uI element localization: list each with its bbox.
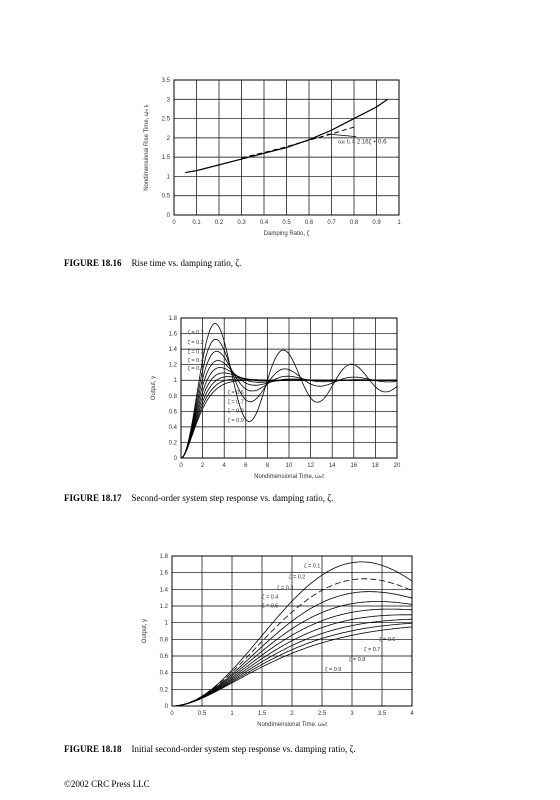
y-tick-label: 0.4 — [159, 670, 168, 677]
y-tick-label: 1.5 — [161, 155, 170, 162]
y-tick-label: 1 — [166, 174, 170, 181]
figure-caption-text: Initial second-order system step response vs. damping ratio, ζ. — [131, 744, 356, 754]
fit-line — [242, 127, 355, 158]
x-tick-label: 2.5 — [317, 711, 327, 717]
x-tick-label: 18 — [372, 463, 379, 469]
y-tick-label: 3.5 — [161, 78, 170, 84]
x-tick-label: 6 — [244, 463, 248, 469]
x-tick-label: 3.5 — [377, 711, 387, 717]
series-label: ζ = 0.7 — [227, 399, 244, 406]
series-label: ζ = 0.8 — [349, 657, 366, 663]
x-tick-label: 1 — [230, 711, 234, 717]
series-label: ζ = 0.1 — [187, 330, 204, 336]
series-label: ζ = 0.9 — [227, 418, 244, 424]
x-tick-label: 1.5 — [257, 711, 267, 717]
series-label: ζ = 0.4 — [262, 594, 279, 601]
x-tick-label: 8 — [265, 463, 270, 469]
x-tick-label: 16 — [350, 463, 358, 469]
figure-18-16 — [0, 72, 560, 250]
figure-18-17 — [0, 310, 560, 480]
y-tick-label: 3 — [166, 97, 170, 104]
x-tick-label: 2 — [290, 711, 294, 717]
x-tick-label: 0 — [172, 220, 176, 226]
y-tick-label: 0.8 — [159, 637, 168, 644]
y-tick-label: 1.6 — [168, 331, 177, 338]
figure-number: FIGURE 18.16 — [64, 258, 122, 268]
x-tick-label: 0.6 — [304, 220, 314, 226]
x-tick-label: 4 — [410, 711, 414, 717]
x-tick-label: 4 — [222, 463, 226, 469]
y-tick-label: 1.2 — [168, 362, 177, 369]
y-tick-label: 1 — [164, 620, 168, 627]
y-axis-label: Output, y — [142, 618, 148, 644]
x-tick-label: 3 — [350, 711, 354, 717]
rise-time-chart — [0, 72, 560, 250]
y-tick-label: 0 — [166, 213, 170, 219]
initial-step-response-chart — [0, 548, 560, 726]
figure-number: FIGURE 18.17 — [64, 493, 122, 503]
figure-caption-18-18 — [64, 744, 355, 754]
x-axis-label: Nondimensional Time, ωₙt — [257, 722, 327, 726]
y-tick-label: 1.4 — [168, 347, 177, 354]
figure-caption-18-16 — [64, 258, 241, 268]
figure-number: FIGURE 18.18 — [64, 744, 122, 754]
y-tick-label: 0.6 — [168, 409, 177, 416]
series-label: ζ = 0.1 — [304, 563, 321, 570]
y-tick-label: 0 — [173, 456, 177, 462]
x-axis-label: Nondimensional Time, ωₙt — [254, 474, 324, 480]
series-label: ζ = 0.2 — [187, 340, 204, 347]
x-tick-label: 10 — [285, 463, 293, 469]
x-tick-label: 0 — [170, 711, 174, 717]
x-tick-label: 0.5 — [197, 711, 207, 717]
step-response-chart — [0, 310, 560, 480]
y-tick-label: 0.6 — [159, 654, 168, 660]
series-label: ζ = 0.5 — [262, 603, 279, 610]
x-axis-label: Damping Ratio, ζ — [263, 231, 310, 237]
series-label: ζ = 0.4 — [187, 358, 204, 364]
y-tick-label: 2 — [166, 135, 170, 142]
x-tick-label: 20 — [393, 463, 401, 469]
y-tick-label: 1.8 — [168, 316, 177, 322]
fit-equation-label: ωₙ tᵣ = 2.16ζ + 0.6 — [338, 139, 387, 146]
figure-caption-text: Rise time vs. damping ratio, ζ. — [131, 258, 242, 268]
series-label: ζ = 0.7 — [364, 647, 381, 653]
series-label: ζ = 0.9 — [325, 667, 342, 673]
y-axis-label: Output, y — [151, 375, 157, 401]
figure-caption-text: Second-order system step response vs. damping ratio, ζ. — [131, 493, 334, 503]
y-tick-label: 0.8 — [168, 393, 177, 400]
x-tick-label: 0.8 — [349, 220, 359, 226]
y-tick-label: 0.2 — [159, 687, 168, 694]
y-tick-label: 1.4 — [159, 587, 168, 594]
y-tick-label: 1 — [173, 378, 177, 385]
x-tick-label: 1 — [397, 220, 401, 226]
y-tick-label: 0.2 — [168, 440, 177, 447]
x-tick-label: 0.1 — [192, 220, 201, 226]
x-tick-label: 0.2 — [214, 220, 224, 226]
y-tick-label: 2.5 — [161, 116, 170, 123]
y-tick-label: 0.4 — [168, 424, 177, 431]
series-label: ζ = 0.6 — [379, 637, 396, 643]
figure-18-18 — [0, 548, 560, 726]
y-tick-label: 1.6 — [159, 570, 168, 577]
series-label: ζ = 0.6 — [227, 390, 244, 396]
x-tick-label: 0.9 — [372, 220, 381, 226]
series-label: ζ = 0.3 — [277, 585, 294, 592]
x-tick-label: 2 — [200, 463, 205, 469]
y-axis-label: Nondimensional Rise Time, ωₙ tᵣ — [144, 104, 150, 191]
series-label: ζ = 0.8 — [227, 408, 244, 415]
series-label: ζ = 0.3 — [187, 349, 204, 356]
y-tick-label: 0.5 — [161, 193, 170, 200]
copyright-footer: ©2002 CRC Press LLC — [64, 779, 150, 789]
x-tick-label: 12 — [307, 463, 314, 469]
figure-caption-18-17 — [64, 493, 333, 503]
y-tick-label: 0 — [164, 704, 168, 710]
y-tick-label: 1.8 — [159, 554, 168, 560]
x-tick-label: 0 — [179, 463, 183, 469]
x-tick-label: 0.5 — [282, 220, 291, 226]
x-tick-label: 0.7 — [327, 220, 336, 226]
x-tick-label: 0.3 — [237, 220, 246, 226]
series-label: ζ = 0.2 — [289, 574, 306, 581]
y-tick-label: 1.2 — [159, 604, 168, 610]
series-label: ζ = 0.5 — [187, 365, 204, 372]
x-tick-label: 14 — [328, 463, 336, 469]
x-tick-label: 0.4 — [259, 220, 269, 226]
